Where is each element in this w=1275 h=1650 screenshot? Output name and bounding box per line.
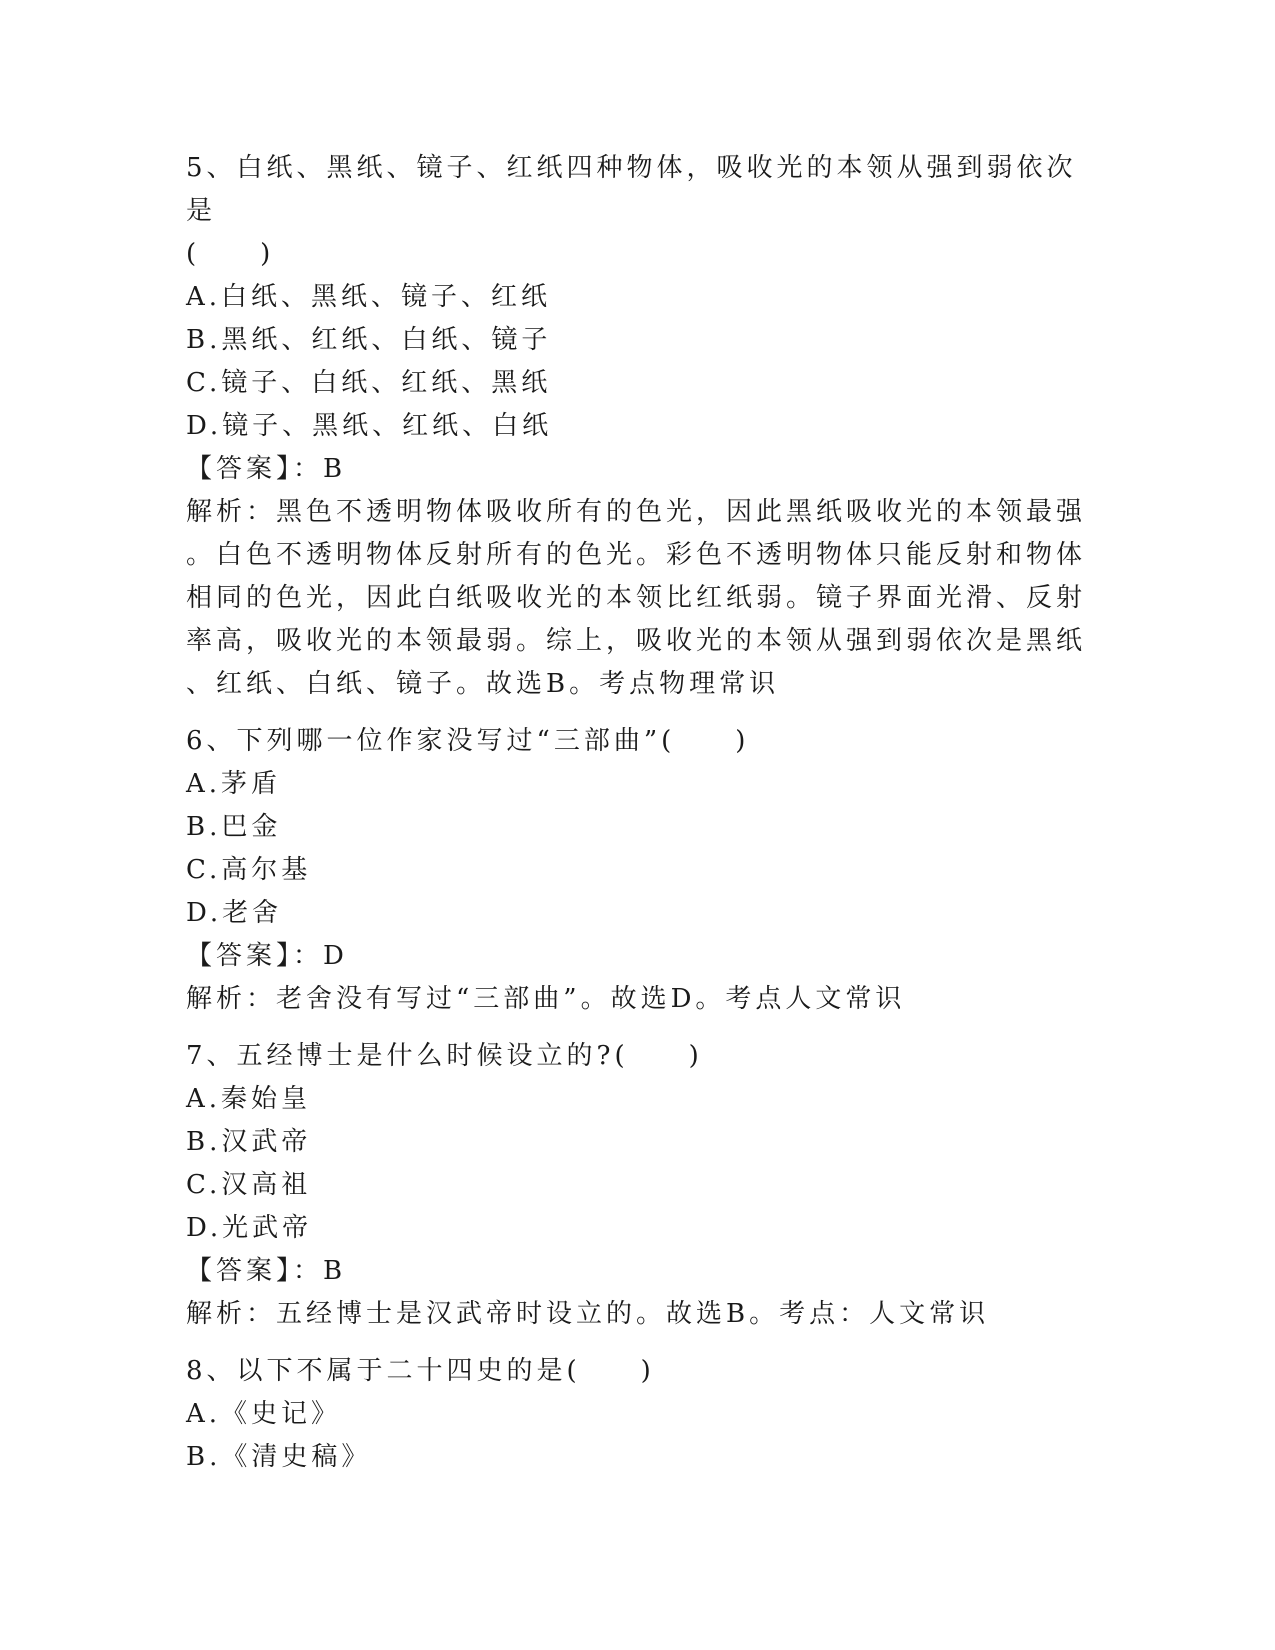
option-b: B.汉武帝 (186, 1127, 312, 1157)
option-d: D.老舍 (186, 898, 283, 928)
option-a: A.茅盾 (186, 769, 282, 799)
option-a: A.秦始皇 (186, 1084, 312, 1114)
question-8 (186, 1350, 1091, 1479)
question-7 (186, 1035, 1091, 1336)
explanation-line: 、红纸、白纸、镜子。故选B。考点物理常识 (186, 669, 780, 699)
question-stem: 6、下列哪一位作家没写过“三部曲”( ) (186, 726, 750, 756)
explanation-line: 解析：五经博士是汉武帝时设立的。故选B。考点：人文常识 (186, 1299, 990, 1329)
answer: 【答案】：D (186, 941, 348, 971)
answer: 【答案】：B (186, 1256, 347, 1286)
question-stem: 8、以下不属于二十四史的是( ) (186, 1356, 655, 1386)
option-c: C.镜子、白纸、红纸、黑纸 (186, 368, 552, 398)
question-5 (186, 147, 1091, 706)
option-d: D.光武帝 (186, 1213, 313, 1243)
explanation-line: 相同的色光，因此白纸吸收光的本领比红纸弱。镜子界面光滑、反射 (186, 583, 1087, 613)
option-c: C.高尔基 (186, 855, 312, 885)
option-b: B.黑纸、红纸、白纸、镜子 (186, 325, 552, 355)
answer: 【答案】：B (186, 454, 347, 484)
document-content (186, 147, 1091, 1493)
question-stem-continued: ( ) (186, 239, 275, 269)
question-stem: 7、五经博士是什么时候设立的?( ) (186, 1041, 703, 1071)
option-b: B.巴金 (186, 812, 282, 842)
explanation-line: 解析：黑色不透明物体吸收所有的色光，因此黑纸吸收光的本领最强 (186, 497, 1087, 527)
option-d: D.镜子、黑纸、红纸、白纸 (186, 411, 553, 441)
explanation-line: 。白色不透明物体反射所有的色光。彩色不透明物体只能反射和物体 (186, 540, 1087, 570)
question-6 (186, 720, 1091, 1021)
option-b: B.《清史稿》 (186, 1442, 372, 1472)
option-a: A.白纸、黑纸、镜子、红纸 (186, 282, 552, 312)
explanation-line: 率高，吸收光的本领最弱。综上，吸收光的本领从强到弱依次是黑纸 (186, 626, 1087, 656)
option-c: C.汉高祖 (186, 1170, 312, 1200)
question-stem: 5、白纸、黑纸、镜子、红纸四种物体，吸收光的本领从强到弱依次是 (186, 153, 1077, 226)
option-a: A.《史记》 (186, 1399, 342, 1429)
explanation-line: 解析：老舍没有写过“三部曲”。故选D。考点人文常识 (186, 984, 906, 1014)
